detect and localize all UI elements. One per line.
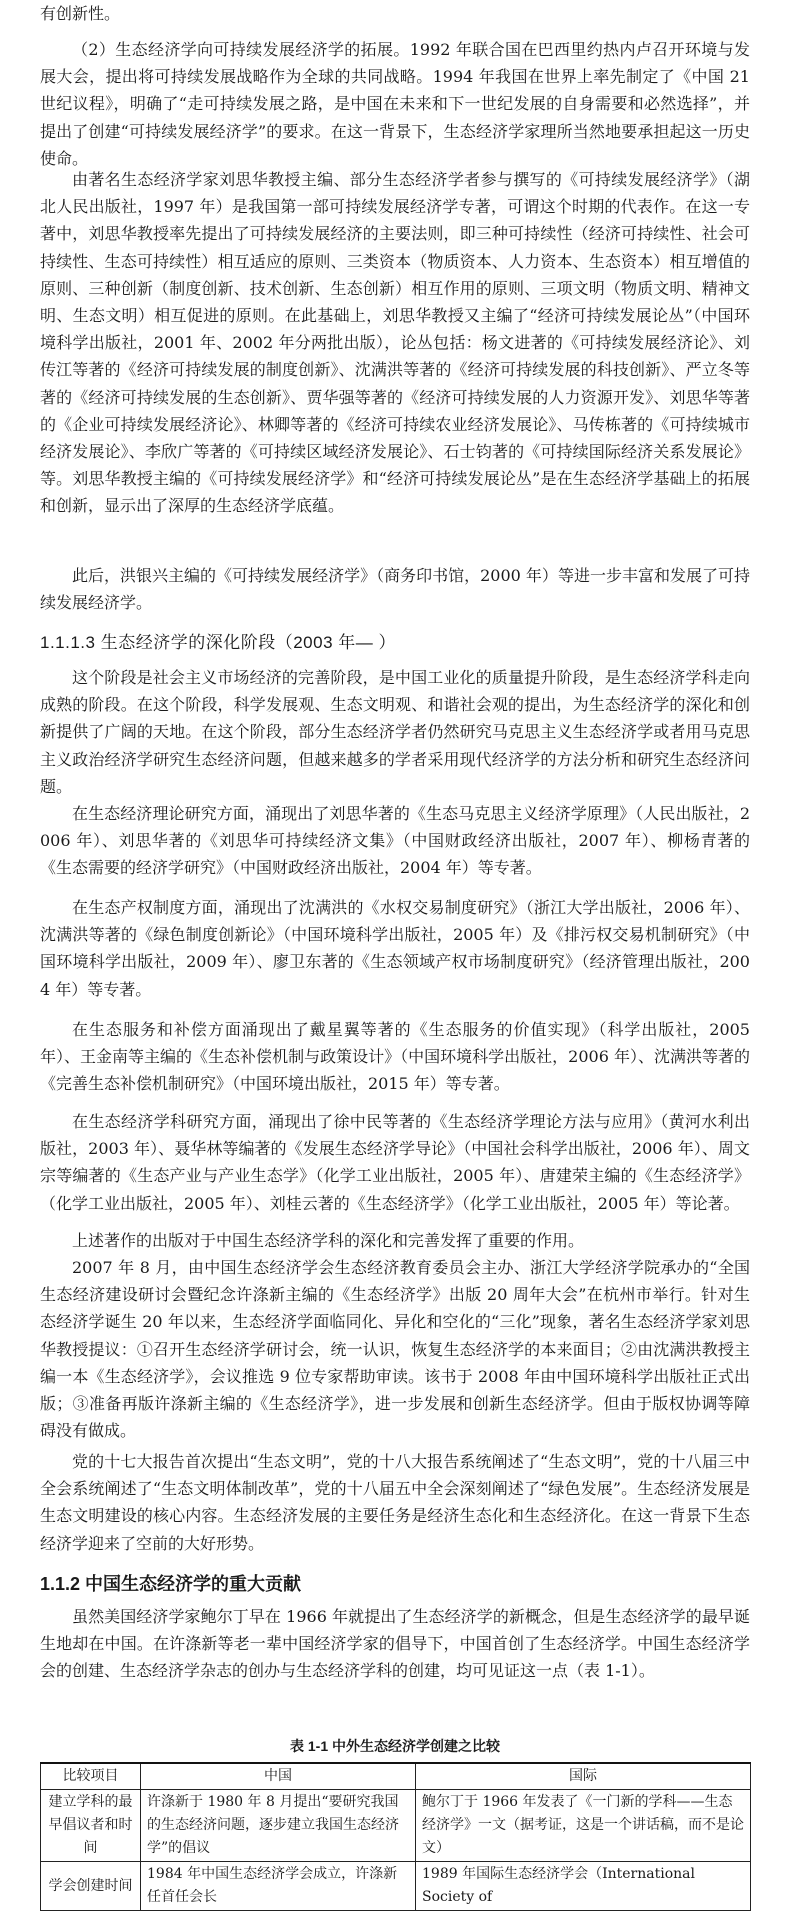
paragraph-p7: 在生态服务和补偿方面涌现出了戴星翼等著的《生态服务的价值实现》（科学出版社，2005 年）、王金南等主编的《生态补偿机制与政策设计》（中国环境科学出版社，2006 年）、沈满洪等著的《完善生态补偿机制研究》（中国环境出版社，2015 年）等专著。: [40, 1020, 750, 1094]
table-cell: 1989 年国际生态经济学会（International Society of: [416, 1862, 751, 1911]
table-row: [41, 1862, 751, 1911]
table-cell: 鲍尔丁于 1966 年发表了《一门新的学科——生态经济学》一文（据考证，这是一个讲话稿，而不是论文）: [416, 1790, 751, 1862]
paragraph-p8: 在生态经济学科研究方面，涌现出了徐中民等著的《生态经济学理论方法与应用》（黄河水利出版社，2003 年）、聂华林等编著的《发展生态经济学导论》（中国社会科学出版社，2006 年）、周文宗等编著的《生态产业与产业生态学》（化学工业出版社，2005 年）、唐建荣主编的《生态经济学》（化学工业出版社，2005 年）、刘桂云著的《生态经济学》（化学工业出版社，2005 年）等论著。: [40, 1112, 750, 1213]
paragraph-p4: 这个阶段是社会主义市场经济的完善阶段，是中国工业化的质量提升阶段，是生态经济学科走向成熟的阶段。在这个阶段，科学发展观、生态文明观、和谐社会观的提出，为生态经济学的深化和创新提供了广阔的天地。在这个阶段，部分生态经济学者仍然研究马克思主义生态经济学或者用马克思主义政治经济学研究生态经济问题，但越来越多的学者采用现代经济学的方法分析和研究生态经济问题。: [40, 668, 750, 796]
column-header-item: 比较项目: [41, 1763, 141, 1790]
column-header-china: 中国: [141, 1763, 416, 1790]
paragraph-p9: 上述著作的出版对于中国生态经济学科的深化和完善发挥了重要的作用。: [72, 1231, 585, 1250]
paragraph-p12: 虽然美国经济学家鲍尔丁早在 1966 年就提出了生态经济学的新概念，但是生态经济学的最早诞生地却在中国。在许涤新等老一辈中国经济学家的倡导下，中国首创了生态经济学。中国生态经济学会的创建、生态经济学杂志的创办与生态经济学科的创建，均可见证这一点（表 1-1）。: [40, 1607, 750, 1681]
table-cell: 1984 年中国生态经济学会成立，许涤新任首任会长: [141, 1862, 416, 1911]
paragraph-p0: 有创新性。: [40, 4, 121, 23]
paragraph-p5: 在生态经济理论研究方面，涌现出了刘思华著的《生态马克思主义经济学原理》（人民出版社，2006 年）、刘思华著的《刘思华可持续经济文集》（中国财政经济出版社，2007 年）、柳杨青著的《生态需要的经济学研究》（中国财政经济出版社，2004 年）等专著。: [40, 804, 750, 878]
comparison-table: [40, 1762, 751, 1911]
paragraph-p3: 此后，洪银兴主编的《可持续发展经济学》（商务印书馆，2000 年）等进一步丰富和发展了可持续发展经济学。: [40, 566, 750, 613]
paragraph-p6: 在生态产权制度方面，涌现出了沈满洪的《水权交易制度研究》（浙江大学出版社，2006 年）、沈满洪等著的《绿色制度创新论》（中国环境科学出版社，2005 年）及《排污权交易机制研究》（中国环境科学出版社，2009 年）、廖卫东著的《生态领域产权市场制度研究》（经济管理出版社，2004 年）等专著。: [40, 898, 750, 999]
table-caption: 表 1-1 中外生态经济学创建之比较: [289, 1738, 500, 1754]
table-cell: 许涤新于 1980 年 8 月提出“要研究我国的生态经济问题，逐步建立我国生态经济学”的倡议: [141, 1790, 416, 1862]
section-heading-1113: 1.1.1.3 生态经济学的深化阶段（2003 年— ）: [40, 633, 396, 652]
paragraph-p2: 由著名生态经济学家刘思华教授主编、部分生态经济学者参与撰写的《可持续发展经济学》（湖北人民出版社，1997 年）是我国第一部可持续发展经济学专著，可谓这个时期的代表作。在这一专著中，刘思华教授率先提出了可持续发展经济的主要法则，即三种可持续性（经济可持续性、社会可持续性、生态可持续性）相互适应的原则、三类资本（物质资本、人力资本、生态资本）相互增值的原则、三种创新（制度创新、技术创新、生态创新）相互作用的原则、三项文明（物质文明、精神文明、生态文明）相互促进的原则。在此基础上，刘思华教授又主编了“经济可持续发展论丛”（中国环境科学出版社，2001 年、2002 年分两批出版），论丛包括：杨文进著的《可持续发展经济论》、刘传江等著的《经济可持续发展的制度创新》、沈满洪等著的《经济可持续发展的科技创新》、严立冬等著的《经济可持续发展的生态创新》、贾华强等著的《经济可持续发展的人力资源开发》、刘思华等著的《企业可持续发展经济论》、林卿等著的《经济可持续农业经济发展论》、马传栋著的《可持续城市经济发展论》、李欣广等著的《可持续区域经济发展论》、石士钧著的《可持续国际经济关系发展论》等。刘思华教授主编的《可持续发展经济学》和“经济可持续发展论丛”是在生态经济学基础上的拓展和创新，显示出了深厚的生态经济学底蕴。: [40, 170, 750, 516]
paragraph-p10: 2007 年 8 月，由中国生态经济学会生态经济教育委员会主办、浙江大学经济学院承办的“全国生态经济建设研讨会暨纪念许涤新主编的《生态经济学》出版 20 周年大会”在杭州市举行。针对生态经济学诞生 20 年以来，生态经济学面临同化、异化和空化的“三化”现象，著名生态经济学家刘思华教授提议：①召开生态经济学研讨会，统一认识，恢复生态经济学的本来面目；②由沈满洪教授主编一本《生态经济学》，会议推选 9 位专家帮助审读。该书于 2008 年由中国环境科学出版社正式出版；③准备再版许涤新主编的《生态经济学》，进一步发展和创新生态经济学。但由于版权协调等障碍没有做成。: [40, 1258, 750, 1441]
column-header-international: 国际: [416, 1763, 751, 1790]
table-row: [41, 1790, 751, 1862]
paragraph-p11: 党的十七大报告首次提出“生态文明”，党的十八大报告系统阐述了“生态文明”，党的十八届三中全会系统阐述了“生态文明体制改革”，党的十八届五中全会深刻阐述了“绿色发展”。生态经济发展是生态文明建设的核心内容。生态经济发展的主要任务是经济生态化和生态经济化。在这一背景下生态经济学迎来了空前的大好形势。: [40, 1452, 750, 1553]
section-heading-112: 1.1.2 中国生态经济学的重大贡献: [40, 1574, 302, 1594]
paragraph-p1: （2）生态经济学向可持续发展经济学的拓展。1992 年联合国在巴西里约热内卢召开环境与发展大会，提出将可持续发展战略作为全球的共同战略。1994 年我国在世界上率先制定了《中国 21 世纪议程》，明确了“走可持续发展之路，是中国在未来和下一世纪发展的自身需要和必然选择”，并提出了创建“可持续发展经济学”的要求。在这一背景下，生态经济学家理所当然地要承担起这一历史使命。: [40, 40, 750, 168]
table-cell: 建立学科的最早倡议者和时间: [41, 1790, 141, 1862]
table-header-row: [41, 1763, 751, 1790]
table-cell: 学会创建时间: [41, 1862, 141, 1911]
